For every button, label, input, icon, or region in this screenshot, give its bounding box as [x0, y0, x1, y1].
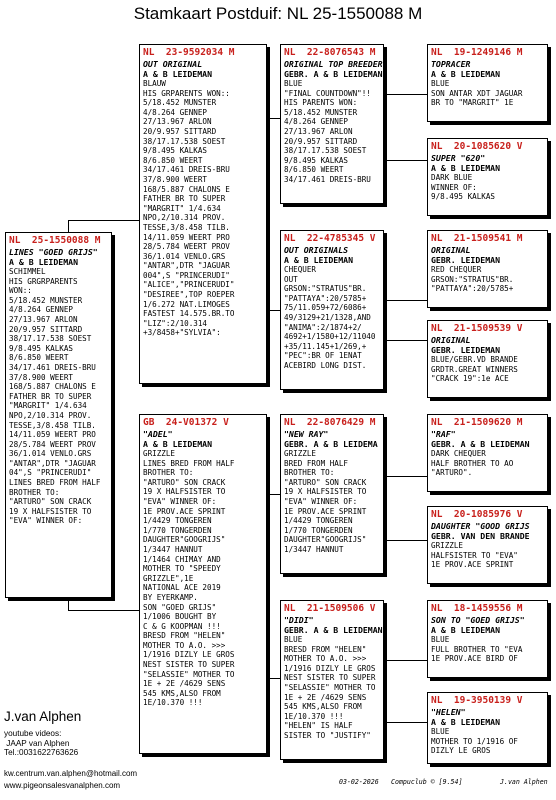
- email-link[interactable]: kw.centrum.van.alphen@hotmail.com: [4, 769, 138, 778]
- owner: GEBR. LEIDEMAN: [431, 345, 501, 355]
- ring-number: NL 22-4785345 V: [284, 233, 376, 244]
- ring-number: NL 21-1509541 M: [431, 233, 523, 244]
- detail-line: 1/770 TONGERDEN: [284, 525, 353, 535]
- pigeon-details: [9, 267, 108, 526]
- detail-line: GRIZZLE: [431, 541, 464, 550]
- detail-line: FATHER BR TO SUPER: [9, 391, 92, 401]
- detail-line: "ANIMA":2/1874+2/: [284, 322, 362, 332]
- detail-line: LINES BRED FROM HALF: [9, 478, 101, 488]
- connector-line: [68, 610, 139, 611]
- detail-line: 1/1916 DIZLY LE GROS: [284, 663, 376, 673]
- detail-line: 49/3129+21/1328,AND: [284, 312, 371, 322]
- pigeon-name: "ADEL": [143, 429, 173, 439]
- detail-line: 004",S "PRINCERUDI": [143, 270, 230, 280]
- pigeon-details: [431, 173, 544, 202]
- owner: A & B LEIDEMAN: [9, 257, 79, 267]
- pigeon-name: "HELEN": [431, 707, 466, 717]
- ring-number: NL 18-1459556 M: [431, 603, 523, 614]
- connector-line: [384, 722, 427, 723]
- pigeon-details: [431, 355, 544, 384]
- detail-line: 04",S "PRINCERUDI": [9, 468, 92, 478]
- owner: A & B LEIDEMAN: [431, 69, 501, 79]
- detail-line: "MARGRIT" 1/4.634: [9, 401, 87, 411]
- detail-line: 8/6.850 WEERT: [9, 353, 69, 363]
- detail-line: +3/8458+"SYLVIA":: [143, 328, 221, 338]
- ring-number: NL 25-1550088 M: [9, 235, 101, 246]
- detail-line: GRIZZLE",1E: [143, 573, 194, 583]
- detail-line: 19 X HALFSISTER TO: [284, 487, 367, 497]
- detail-line: 36/1.014 VENLO.GRS: [143, 251, 226, 261]
- connector-line: [384, 300, 427, 301]
- detail-line: FASTEST 14.575.BR.TO: [143, 309, 235, 319]
- pigeon-card-mfm: [427, 506, 548, 584]
- detail-line: "PATTAYA":20/5785+: [284, 293, 367, 303]
- detail-line: 38/17.17.538 SOEST: [143, 136, 226, 146]
- detail-line: BRED FROM HALF: [284, 458, 349, 468]
- pigeon-name: OUT ORIGINAL: [143, 59, 203, 69]
- detail-line: 1/3447 HANNUT: [143, 544, 203, 554]
- connector-line: [384, 340, 427, 341]
- pigeon-details: [143, 79, 263, 338]
- detail-line: BY EYERKAMP.: [143, 592, 198, 602]
- detail-line: 1E + 2E /4629 SENS: [143, 679, 226, 689]
- detail-line: 1E/10.370 !!!: [284, 711, 344, 721]
- pigeon-details: [431, 541, 544, 570]
- pigeon-name: "DIDI": [284, 615, 314, 625]
- pigeon-details: [284, 449, 380, 555]
- connector-line: [384, 540, 427, 541]
- ring-number: NL 20-1085620 V: [431, 141, 523, 152]
- pigeon-name: OUT ORIGINALS: [284, 245, 349, 255]
- detail-line: 19 X HALFSISTER TO: [9, 506, 92, 516]
- detail-line: 37/8.900 WEERT: [9, 372, 74, 382]
- detail-line: "FINAL COUNTDOWN"!!: [284, 88, 371, 98]
- connector-line: [384, 160, 427, 161]
- detail-line: NPO,2/10.314 PROV.: [9, 410, 92, 420]
- detail-line: HIS GRPARENTS WON::: [143, 88, 230, 98]
- detail-line: 1/1916 DIZLY LE GROS: [143, 650, 235, 660]
- detail-line: "ARTURO" SON CRACK: [9, 497, 92, 507]
- detail-line: HIS GRGRPARENTS: [9, 276, 78, 286]
- author-credit: J.van Alphen: [500, 778, 548, 786]
- pigeon-name: ORIGINAL: [431, 245, 471, 255]
- phone-number: Tel.:0031622763626: [4, 748, 79, 757]
- pigeon-details: [431, 727, 544, 756]
- ring-number: GB 24-V01372 V: [143, 417, 229, 428]
- print-date: 03-02-2026: [339, 778, 379, 786]
- pigeon-card-mm: [280, 600, 384, 760]
- detail-line: "SELASSIE" MOTHER TO: [284, 682, 376, 692]
- pigeon-name: SON TO "GOED GRIJS": [431, 615, 525, 625]
- ring-number: NL 19-1249146 M: [431, 47, 523, 58]
- detail-line: "HELEN" IS HALF: [284, 721, 353, 731]
- pigeon-name: TOPRACER: [431, 59, 471, 69]
- detail-line: 20/9.957 SITTARD: [284, 136, 358, 146]
- detail-line: BLUE: [431, 727, 450, 736]
- detail-line: GRSON:"STRATUS"BR.: [284, 284, 367, 294]
- detail-line: 75/11.059+72/6086+: [284, 303, 367, 313]
- pigeon-card-mff: [427, 414, 548, 492]
- detail-line: HALFSISTER TO "EVA": [431, 550, 518, 560]
- detail-line: BLUE: [284, 635, 303, 644]
- detail-line: FULL BROTHER TO "EVA: [431, 644, 523, 654]
- ring-number: NL 20-1085976 V: [431, 509, 523, 520]
- detail-line: MOTHER TO "SPEEDY: [143, 564, 221, 574]
- detail-line: 9/8.495 KALKAS: [9, 343, 74, 353]
- detail-line: 1E + 2E /4629 SENS: [284, 692, 367, 702]
- pigeon-card-ff: [280, 44, 384, 204]
- detail-line: 5/18.452 MUNSTER: [9, 295, 83, 305]
- detail-line: 38/17.17.538 SOEST: [9, 334, 92, 344]
- pigeon-details: [431, 265, 544, 294]
- connector-line: [68, 220, 139, 221]
- detail-line: 20/9.957 SITTARD: [143, 126, 217, 136]
- connector-line: [68, 598, 69, 610]
- owner: A & B LEIDEMAN: [143, 439, 213, 449]
- detail-line: 168/5.887 CHALONS E: [143, 184, 230, 194]
- detail-line: 5/18.452 MUNSTER: [284, 107, 358, 117]
- detail-line: "ARTURO" SON CRACK: [284, 477, 367, 487]
- owner: GEBR. A & B LEIDEMAN: [284, 625, 383, 635]
- owner: A & B LEIDEMAN: [431, 163, 501, 173]
- detail-line: "EVA" WINNER OF:: [143, 496, 217, 506]
- detail-line: BROTHER TO:: [284, 468, 335, 478]
- pigeon-name: LINES "GOED GRIJS": [9, 247, 98, 257]
- detail-line: 1/6.272 NAT.LIMOGES: [143, 299, 230, 309]
- detail-line: BRESD FROM "HELEN": [143, 631, 226, 641]
- detail-line: "ARTURO" SON CRACK: [143, 477, 226, 487]
- pigeon-card-subject: [5, 232, 112, 598]
- detail-line: WON::: [9, 286, 32, 296]
- detail-line: BLUE: [431, 635, 450, 644]
- detail-line: 34/17.461 DREIS-BRU: [9, 362, 96, 372]
- detail-line: "ANTAR",DTR "JAGUAR: [9, 458, 96, 468]
- detail-line: BLUE: [431, 79, 450, 88]
- detail-line: 14/11.059 WEERT PRO: [9, 430, 96, 440]
- detail-line: 38/17.17.538 SOEST: [284, 146, 367, 156]
- detail-line: DIZLY LE GROS: [431, 746, 491, 756]
- detail-line: 9/8.495 KALKAS: [431, 192, 496, 202]
- detail-line: ACEBIRD LONG DIST.: [284, 360, 367, 370]
- detail-line: HIS PARENTS WON:: [284, 98, 358, 108]
- detail-line: "PEC":BR OF 1ENAT: [284, 351, 362, 361]
- detail-line: BLUE: [284, 79, 303, 88]
- detail-line: 4/8.264 GENNEP: [284, 117, 349, 127]
- ring-number: NL 21-1509620 M: [431, 417, 523, 428]
- owner: A & B LEIDEMAN: [143, 69, 213, 79]
- detail-line: 1E/10.370 !!!: [143, 698, 203, 708]
- detail-line: HALF BROTHER TO AO: [431, 458, 514, 468]
- detail-line: SCHIMMEL: [9, 267, 46, 276]
- detail-line: 1E PROV.ACE BIRD OF: [431, 654, 518, 664]
- pigeon-card-fmf: [427, 230, 548, 308]
- detail-line: NEST SISTER TO SUPER: [284, 673, 376, 683]
- owner: GEBR. LEIDEMAN: [431, 255, 501, 265]
- pigeon-details: [143, 449, 263, 708]
- detail-line: GRIZZLE: [143, 449, 176, 458]
- pigeon-card-mf: [280, 414, 384, 574]
- detail-line: 1/1464 CHIMAY AND: [143, 554, 221, 564]
- detail-line: 545 KMS,ALSO FROM: [284, 702, 362, 712]
- detail-line: 36/1.014 VENLO.GRS: [9, 449, 92, 459]
- detail-line: GRDTR.GREAT WINNERS: [431, 364, 518, 374]
- detail-line: 4/8.264 GENNEP: [143, 107, 208, 117]
- detail-line: "ALICE","PRINCERUDI": [143, 280, 235, 290]
- ring-number: NL 19-3950139 V: [431, 695, 523, 706]
- detail-line: MOTHER TO A.O. >>>: [284, 654, 367, 664]
- owner: GEBR. A & B LEIDEMAN: [431, 439, 530, 449]
- detail-line: +35/11.145+1/269,+: [284, 341, 367, 351]
- connector-line: [384, 94, 427, 95]
- ring-number: NL 22-8076429 M: [284, 417, 376, 428]
- detail-line: NPO,2/10.314 PROV.: [143, 213, 226, 223]
- detail-line: 1/770 TONGERDEN: [143, 525, 212, 535]
- pigeon-card-fm: [280, 230, 384, 390]
- software-credit: Compuclub © [9.54]: [391, 778, 463, 786]
- detail-line: "ARTURO".: [431, 468, 473, 478]
- detail-line: 9/8.495 KALKAS: [284, 155, 349, 165]
- detail-line: 9/8.495 KALKAS: [143, 146, 208, 156]
- connector-line: [384, 476, 427, 477]
- ring-number: NL 21-1509506 V: [284, 603, 376, 614]
- pigeon-details: [431, 79, 544, 108]
- detail-line: "SELASSIE" MOTHER TO: [143, 669, 235, 679]
- owner: A & B LEIDEMAN: [431, 717, 501, 727]
- pigeon-card-ffm: [427, 138, 548, 216]
- detail-line: BR TO "MARGRIT" 1E: [431, 98, 514, 108]
- detail-line: 14/11.059 WEERT PRO: [143, 232, 230, 242]
- detail-line: 28/5.784 WEERT PROV: [9, 439, 96, 449]
- detail-line: TESSE,3/8.458 TILB.: [143, 222, 230, 232]
- detail-line: 27/13.967 ARLON: [9, 314, 78, 324]
- detail-line: DARK CHEQUER: [431, 449, 486, 458]
- detail-line: 37/8.900 WEERT: [143, 174, 208, 184]
- detail-line: 1E PROV.ACE SPRINT: [284, 506, 367, 516]
- detail-line: SON ANTAR XDT JAGUAR: [431, 88, 523, 98]
- detail-line: 1E PROV.ACE SPRINT: [143, 506, 226, 516]
- detail-line: LINES BRED FROM HALF: [143, 458, 235, 468]
- detail-line: BRESD FROM "HELEN": [284, 644, 367, 654]
- detail-line: 8/6.850 WEERT: [284, 165, 344, 175]
- detail-line: 1E PROV.ACE SPRINT: [431, 560, 514, 570]
- detail-line: OUT: [284, 274, 298, 284]
- detail-line: 1/4429 TONGEREN: [143, 516, 212, 526]
- breeder-name: J.van Alphen: [4, 709, 82, 724]
- detail-line: WINNER OF:: [431, 182, 477, 192]
- detail-line: BROTHER TO:: [9, 487, 60, 497]
- detail-line: 4692+1/1580+12/11040: [284, 332, 376, 342]
- detail-line: "LIZ":2/10.314: [143, 318, 208, 328]
- ring-number: NL 21-1509539 V: [431, 323, 523, 334]
- pigeon-name: SUPER "620": [431, 153, 486, 163]
- detail-line: 34/17.461 DREIS-BRU: [284, 174, 371, 184]
- pigeon-details: [284, 265, 380, 371]
- detail-line: BROTHER TO:: [143, 468, 194, 478]
- pigeon-name: "NEW RAY": [284, 429, 329, 439]
- ring-number: NL 23-9592034 M: [143, 47, 235, 58]
- owner: GEBR. VAN DEN BRANDE: [431, 531, 530, 541]
- detail-line: 28/5.784 WEERT PROV: [143, 242, 230, 252]
- pigeon-name: "RAF": [431, 429, 456, 439]
- pigeon-name: DAUGHTER "GOOD GRIJS: [431, 521, 530, 531]
- detail-line: "EVA" WINNER OF:: [284, 496, 358, 506]
- owner: GEBR. A & B LEIDEMAN: [284, 69, 383, 79]
- detail-line: 19 X HALFSISTER TO: [143, 487, 226, 497]
- detail-line: 8/6.850 WEERT: [143, 155, 203, 165]
- detail-line: DAUGHTER"GOOGRIJS": [143, 535, 226, 545]
- pigeon-details: [284, 79, 380, 185]
- detail-line: RED CHEQUER: [431, 265, 482, 274]
- pigeon-details: [431, 635, 544, 664]
- pigeon-details: [431, 449, 544, 478]
- detail-line: 20/9.957 SITTARD: [9, 324, 83, 334]
- detail-line: "EVA" WINNER OF:: [9, 516, 83, 526]
- detail-line: 4/8.264 GENNEP: [9, 305, 74, 315]
- pigeon-card-mmm: [427, 692, 548, 764]
- detail-line: SISTER TO "JUSTIFY": [284, 730, 371, 740]
- connector-line: [384, 660, 427, 661]
- pigeon-card-father: [139, 44, 267, 384]
- pigeon-name: ORIGINAL TOP BREEDER: [284, 59, 383, 69]
- detail-line: TESSE,3/8.458 TILB.: [9, 420, 96, 430]
- detail-line: "PATTAYA":20/5785+: [431, 284, 514, 294]
- detail-line: NEST SISTER TO SUPER: [143, 660, 235, 670]
- pigeon-name: ORIGINAL: [431, 335, 471, 345]
- ring-number: NL 22-8076543 M: [284, 47, 376, 58]
- youtube-label: youtube videos:: [4, 729, 62, 738]
- page-title: Stamkaart Postduif: NL 25-1550088 M: [133, 4, 423, 23]
- owner: A & B LEIDEMAN: [284, 255, 354, 265]
- detail-line: "CRACK 19":1e ACE: [431, 374, 509, 384]
- pigeon-details: [284, 635, 380, 741]
- detail-line: DARK BLUE: [431, 173, 473, 182]
- pigeon-card-mother: [139, 414, 267, 754]
- youtube-channel: JAAP van Alphen: [4, 738, 70, 748]
- detail-line: 1/4429 TONGEREN: [284, 516, 353, 526]
- connector-line: [68, 220, 69, 232]
- detail-line: 5/18.452 MUNSTER: [143, 98, 217, 108]
- detail-line: 27/13.967 ARLON: [284, 126, 353, 136]
- detail-line: C & G KOOPMAN !!!: [143, 621, 221, 631]
- owner: GEBR. A & B LEIDEMA: [284, 439, 378, 449]
- detail-line: FATHER BR TO SUPER: [143, 194, 226, 204]
- detail-line: SON "GOED GRIJS": [143, 602, 217, 612]
- detail-line: 34/17.461 DREIS-BRU: [143, 165, 230, 175]
- website-link[interactable]: www.pigeonsalesvanalphen.com: [4, 781, 121, 790]
- detail-line: MOTHER TO A.O. >>>: [143, 640, 226, 650]
- pigeon-card-fff: [427, 44, 548, 122]
- pigeon-card-mmf: [427, 600, 548, 678]
- owner: A & B LEIDEMAN: [431, 625, 501, 635]
- detail-line: "DESIREE",TOP ROEPER: [143, 290, 235, 300]
- detail-line: 27/13.967 ARLON: [143, 117, 212, 127]
- detail-line: MOTHER TO 1/1916 OF: [431, 736, 518, 746]
- detail-line: BLAUW: [143, 79, 166, 88]
- detail-line: GRIZZLE: [284, 449, 317, 458]
- detail-line: 168/5.887 CHALONS E: [9, 382, 96, 392]
- detail-line: 1/1006 BOUGHT BY: [143, 612, 217, 622]
- detail-line: BLUE/GEBR.VD BRANDE: [431, 355, 518, 364]
- detail-line: NATIONAL ACE 2019: [143, 583, 221, 593]
- detail-line: DAUGHTER"GOOGRIJS": [284, 535, 367, 545]
- detail-line: 545 KMS,ALSO FROM: [143, 688, 221, 698]
- detail-line: GRSON:"STRATUS"BR.: [431, 274, 514, 284]
- detail-line: "ANTAR",DTR "JAGUAR: [143, 261, 230, 271]
- detail-line: 1/3447 HANNUT: [284, 544, 344, 554]
- detail-line: "MARGRIT" 1/4.634: [143, 203, 221, 213]
- detail-line: CHEQUER: [284, 265, 317, 274]
- pigeon-card-fmm: [427, 320, 548, 398]
